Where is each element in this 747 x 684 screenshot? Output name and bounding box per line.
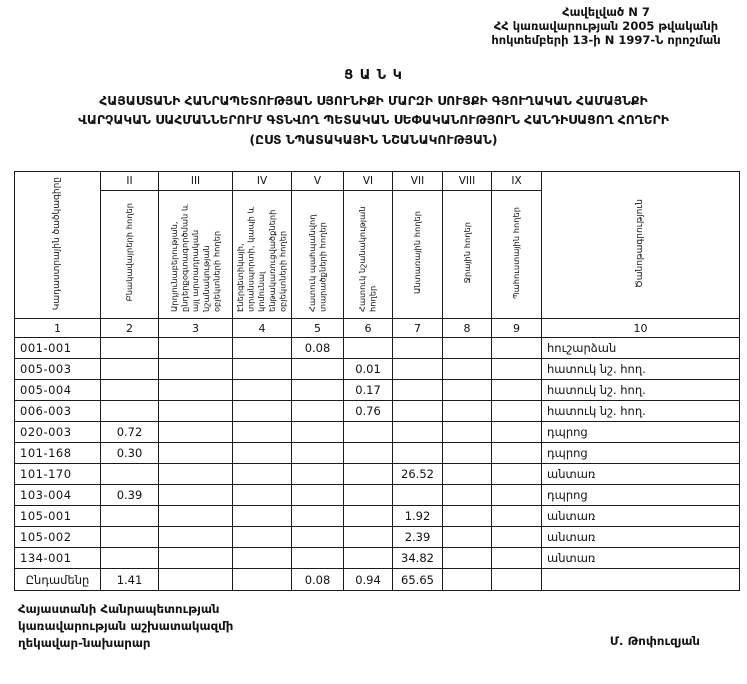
area-value-cell — [443, 569, 492, 591]
area-value-cell — [292, 401, 344, 422]
note-cell: անտառ — [542, 548, 740, 569]
area-value-cell: 0.08 — [292, 338, 344, 359]
cadastral-code-cell: 105-001 — [15, 506, 101, 527]
page-title-line2: ՎԱՐՉԱԿԱՆ ՍԱՀՄԱՆՆԵՐՈՒՄ ԳՏՆՎՈՂ ՊԵՏԱԿԱՆ ՍԵՓԱԿԱՆՈՒԹՅՈՒՆ ՀԱՆԴԻՍԱՑՈՂ ՀՈՂԵՐԻ — [78, 113, 669, 128]
cadastral-code-cell: 005-003 — [15, 359, 101, 380]
area-value-cell: 0.08 — [292, 569, 344, 591]
table-row — [15, 401, 740, 422]
note-cell: անտառ — [542, 527, 740, 548]
signatory-title-line3: ղեկավար-նախարար — [18, 636, 151, 651]
area-value-cell — [492, 506, 542, 527]
area-value-cell — [344, 338, 393, 359]
table-row — [15, 464, 740, 485]
area-value-cell — [492, 359, 542, 380]
area-value-cell: 1.41 — [101, 569, 159, 591]
column-number: 5 — [292, 319, 344, 338]
cadastral-code-cell: 101-170 — [15, 464, 101, 485]
area-value-cell — [492, 401, 542, 422]
area-value-cell — [344, 464, 393, 485]
appendix-ref-line1: Հավելված N 7 — [562, 5, 650, 19]
appendix-ref-line2: ՀՀ կառավարության 2005 թվականի — [493, 19, 719, 34]
roman-numeral-VII: VII — [393, 172, 443, 191]
area-value-cell — [443, 443, 492, 464]
area-value-cell — [159, 338, 233, 359]
table-row — [15, 338, 740, 359]
cadastral-code-cell: 105-002 — [15, 527, 101, 548]
area-value-cell — [101, 338, 159, 359]
area-value-cell — [292, 485, 344, 506]
table-row — [15, 359, 740, 380]
note-cell: հատուկ նշ. հող. — [542, 401, 740, 422]
table-row — [15, 527, 740, 548]
document-kind-heading: Ց Ա Ն Կ — [344, 68, 403, 83]
area-value-cell — [101, 527, 159, 548]
area-value-cell — [159, 443, 233, 464]
cadastral-code-cell: 103-004 — [15, 485, 101, 506]
area-value-cell — [159, 569, 233, 591]
table-row — [15, 443, 740, 464]
area-value-cell — [101, 464, 159, 485]
table-row — [15, 380, 740, 401]
area-value-cell — [101, 506, 159, 527]
appendix-ref-line3: հոկտեմբերի 13-ի N 1997-Ն որոշման — [491, 33, 721, 48]
column-number: 1 — [15, 319, 101, 338]
area-value-cell — [159, 359, 233, 380]
cadastral-code-cell: 134-001 — [15, 548, 101, 569]
note-cell: հատուկ նշ. հող. — [542, 359, 740, 380]
area-value-cell — [159, 401, 233, 422]
area-value-cell — [344, 506, 393, 527]
area-value-cell: 1.92 — [393, 506, 443, 527]
area-value-cell: 0.01 — [344, 359, 393, 380]
header-industrial-lands: Արդյունաբերության, ընդերքօգտագործման և այլ արտադրական նշանակության օբյեկտների հողեր — [159, 191, 233, 319]
signatory-title-block — [18, 601, 233, 652]
area-value-cell — [233, 464, 292, 485]
note-cell: անտառ — [542, 464, 740, 485]
area-value-cell — [344, 422, 393, 443]
area-value-cell — [492, 485, 542, 506]
area-value-cell — [292, 464, 344, 485]
roman-numeral-row — [15, 172, 740, 191]
note-column-header-cell — [542, 172, 740, 319]
note-cell: դպրոց — [542, 485, 740, 506]
area-value-cell — [159, 527, 233, 548]
area-value-cell: 0.94 — [344, 569, 393, 591]
roman-numeral-III: III — [159, 172, 233, 191]
area-value-cell — [344, 485, 393, 506]
column-number: 4 — [233, 319, 292, 338]
area-value-cell — [292, 422, 344, 443]
title-block — [0, 68, 747, 150]
roman-numeral-II: II — [101, 172, 159, 191]
area-value-cell — [292, 506, 344, 527]
area-value-cell: 26.52 — [393, 464, 443, 485]
header-water-lands: Ջրային հողեր — [443, 191, 492, 319]
area-value-cell — [443, 506, 492, 527]
total-row — [15, 569, 740, 591]
area-value-cell — [344, 443, 393, 464]
land-category-table — [14, 171, 740, 591]
area-value-cell — [443, 527, 492, 548]
area-value-cell: 65.65 — [393, 569, 443, 591]
area-value-cell — [492, 380, 542, 401]
roman-numeral-VI: VI — [344, 172, 393, 191]
header-settlement-lands: Բնակավայրերի հողեր — [101, 191, 159, 319]
area-value-cell — [492, 443, 542, 464]
area-value-cell — [393, 338, 443, 359]
area-value-cell — [443, 422, 492, 443]
area-value-cell — [233, 569, 292, 591]
area-value-cell — [233, 527, 292, 548]
cadastral-code-header-label: Կադաստրային ծածկագիրը — [51, 176, 62, 311]
area-value-cell — [492, 422, 542, 443]
table-row — [15, 485, 740, 506]
cadastral-code-cell: 001-001 — [15, 338, 101, 359]
area-value-cell — [233, 338, 292, 359]
area-value-cell — [159, 422, 233, 443]
area-value-cell — [292, 527, 344, 548]
area-value-cell — [443, 401, 492, 422]
area-value-cell — [101, 401, 159, 422]
table-row — [15, 506, 740, 527]
area-value-cell — [159, 548, 233, 569]
area-value-cell — [159, 464, 233, 485]
header-energy-transport-lands: Էներգետիկայի, տրանսպորտի, կապի և կոմունալ ենթակառուցվածքների օբյեկտների հողեր — [233, 191, 292, 319]
area-value-cell — [393, 359, 443, 380]
cadastral-code-header-cell — [15, 172, 101, 319]
note-cell: հատուկ նշ. հող. — [542, 380, 740, 401]
area-value-cell — [344, 527, 393, 548]
area-value-cell — [233, 359, 292, 380]
note-cell: դպրոց — [542, 443, 740, 464]
area-value-cell: 0.17 — [344, 380, 393, 401]
roman-numeral-IX: IX — [492, 172, 542, 191]
area-value-cell — [292, 359, 344, 380]
area-value-cell — [101, 359, 159, 380]
page-title-line3: (ԸՍՏ ՆՊԱՏԱԿԱՅԻՆ ՆՇԱՆԱԿՈՒԹՅԱՆ) — [249, 132, 498, 147]
cadastral-code-cell: 020-003 — [15, 422, 101, 443]
area-value-cell — [159, 380, 233, 401]
area-value-cell: 0.39 — [101, 485, 159, 506]
cadastral-code-cell: 006-003 — [15, 401, 101, 422]
note-cell: հուշարձան — [542, 338, 740, 359]
roman-numeral-IV: IV — [233, 172, 292, 191]
roman-numeral-V: V — [292, 172, 344, 191]
area-value-cell — [393, 380, 443, 401]
area-value-cell — [443, 338, 492, 359]
note-cell: անտառ — [542, 506, 740, 527]
page-title-line1: ՀԱՅԱՍՏԱՆԻ ՀԱՆՐԱՊԵՏՈՒԹՅԱՆ ՍՅՈՒՆԻՔԻ ՄԱՐԶԻ ՍՈՒՑՔԻ ԳՅՈՒՂԱԿԱՆ ՀԱՄԱՅՆՔԻ — [99, 94, 648, 108]
area-value-cell — [492, 464, 542, 485]
area-value-cell — [233, 401, 292, 422]
column-number: 10 — [542, 319, 740, 338]
area-value-cell — [443, 485, 492, 506]
header-special-purpose-lands: Հատուկ նշանակության հողեր — [344, 191, 393, 319]
area-value-cell — [101, 380, 159, 401]
signatory-title-line2: կառավարության աշխատակազմի — [18, 619, 234, 634]
header-forest-lands: Անտառային հողեր — [393, 191, 443, 319]
cadastral-code-cell: 005-004 — [15, 380, 101, 401]
area-value-cell — [492, 338, 542, 359]
area-value-cell — [159, 485, 233, 506]
area-value-cell — [233, 506, 292, 527]
area-value-cell: 34.82 — [393, 548, 443, 569]
area-value-cell — [233, 548, 292, 569]
column-number: 6 — [344, 319, 393, 338]
column-number: 8 — [443, 319, 492, 338]
table-row — [15, 422, 740, 443]
area-value-cell — [492, 548, 542, 569]
area-value-cell — [292, 443, 344, 464]
note-cell: դպրոց — [542, 422, 740, 443]
signatory-name: Մ. Թոփուզյան — [609, 634, 700, 648]
header-protected-area-lands: Հատուկ պահպանվող տարածքների հողեր — [292, 191, 344, 319]
area-value-cell: 0.76 — [344, 401, 393, 422]
header-reserve-lands: Պահուստային հողեր — [492, 191, 542, 319]
cadastral-code-cell: 101-168 — [15, 443, 101, 464]
area-value-cell — [393, 443, 443, 464]
column-number: 9 — [492, 319, 542, 338]
area-value-cell — [393, 401, 443, 422]
area-value-cell — [233, 443, 292, 464]
area-value-cell — [492, 527, 542, 548]
area-value-cell — [159, 506, 233, 527]
roman-numeral-VIII: VIII — [443, 172, 492, 191]
column-number: 7 — [393, 319, 443, 338]
area-value-cell — [393, 485, 443, 506]
column-number: 2 — [101, 319, 159, 338]
area-value-cell: 0.30 — [101, 443, 159, 464]
area-value-cell — [443, 359, 492, 380]
area-value-cell — [233, 380, 292, 401]
area-value-cell — [233, 422, 292, 443]
area-value-cell — [101, 548, 159, 569]
note-cell — [542, 569, 740, 591]
table-row — [15, 548, 740, 569]
area-value-cell: 2.39 — [393, 527, 443, 548]
area-value-cell — [443, 380, 492, 401]
column-number-row — [15, 319, 740, 338]
area-value-cell — [443, 548, 492, 569]
note-column-header-label: Ծանոթագրություն — [634, 198, 645, 288]
area-value-cell — [344, 548, 393, 569]
area-value-cell — [292, 380, 344, 401]
column-number: 3 — [159, 319, 233, 338]
appendix-reference — [471, 5, 741, 47]
total-label-cell: Ընդամենը — [15, 569, 101, 591]
area-value-cell — [492, 569, 542, 591]
area-value-cell — [292, 548, 344, 569]
area-value-cell: 0.72 — [101, 422, 159, 443]
signatory-title-line1: Հայաստանի Հանրապետության — [18, 602, 220, 616]
area-value-cell — [233, 485, 292, 506]
area-value-cell — [393, 422, 443, 443]
area-value-cell — [443, 464, 492, 485]
